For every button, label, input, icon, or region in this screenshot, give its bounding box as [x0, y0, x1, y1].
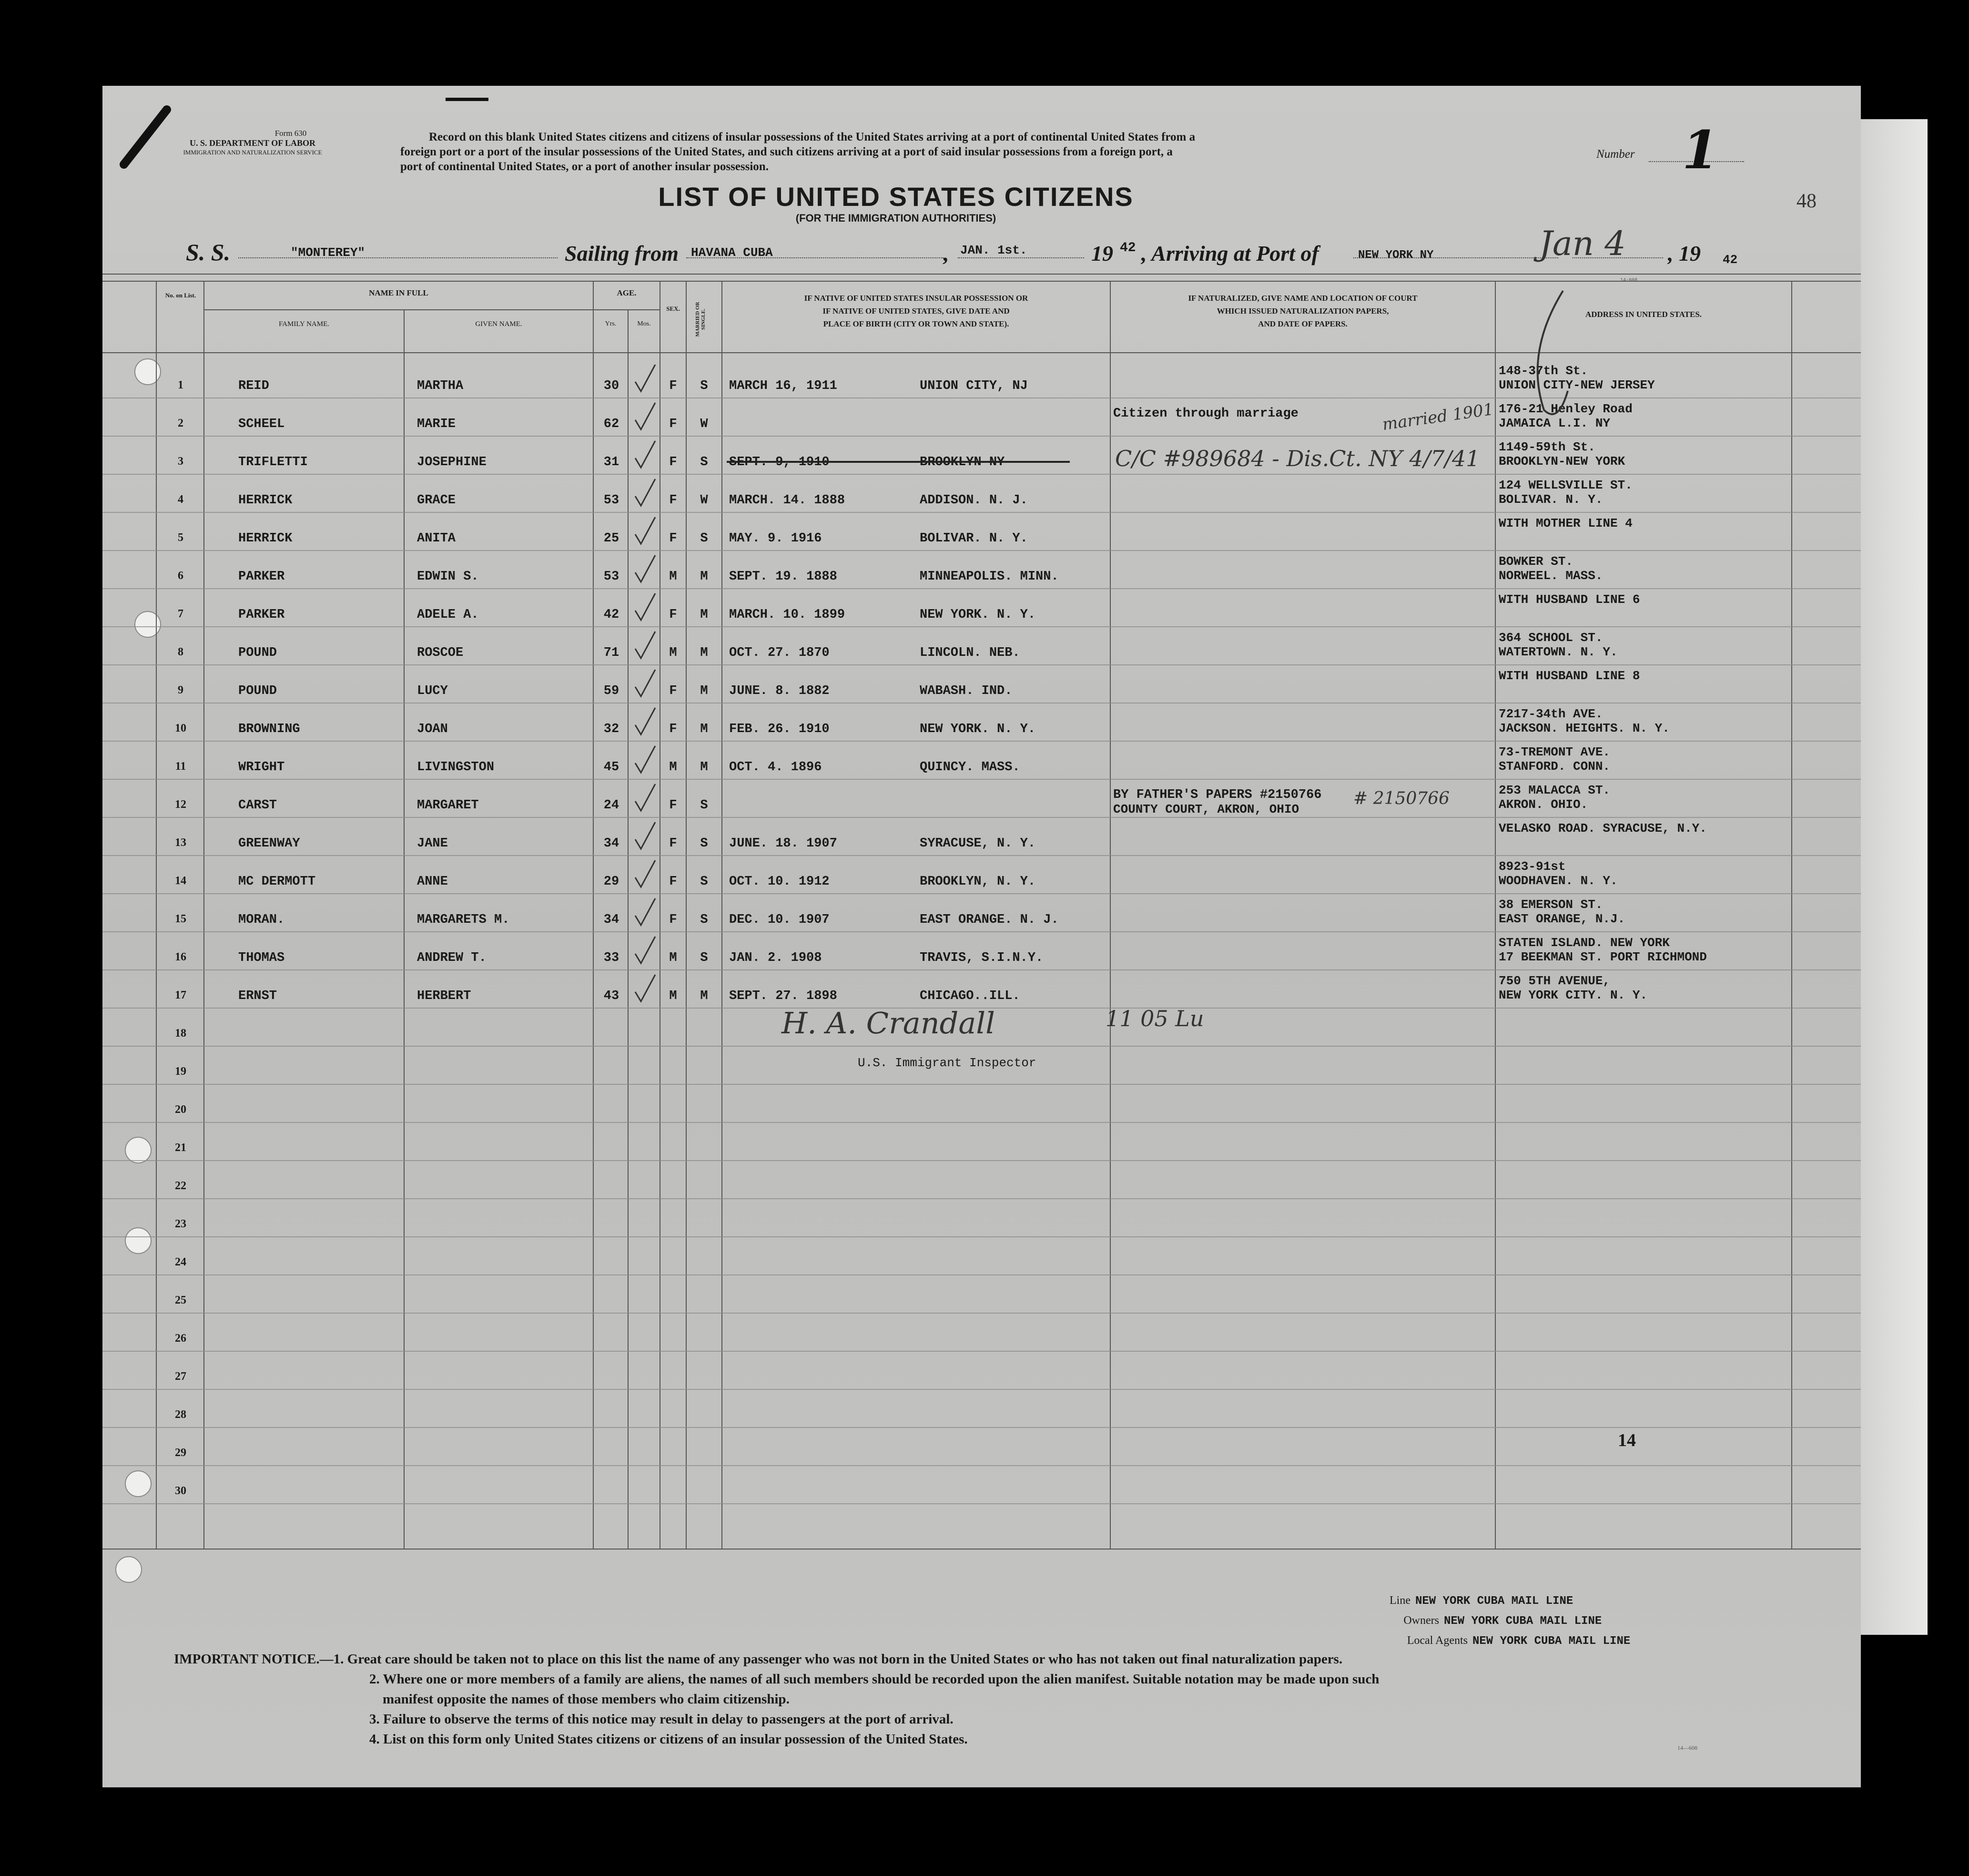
cell-no: 29 [175, 1447, 186, 1459]
table-row [0, 551, 1861, 589]
cell-given: ANDREW T. [417, 951, 487, 965]
col-header-no: No. on List. [165, 292, 196, 299]
cell-age: 71 [603, 646, 619, 660]
cell-addr1: 8923-91st [1499, 859, 1566, 874]
cell-no: 28 [175, 1408, 186, 1421]
cell-bdate: SEPT. 19. 1888 [729, 570, 837, 584]
cell-addr2: BOLIVAR. N. Y. [1499, 492, 1603, 507]
intro-line: Record on this blank United States citizens and citizens of insular possessions of the United States arriving at a port of continental United States from a [429, 131, 1196, 143]
department-name: U. S. DEPARTMENT OF LABOR [189, 138, 316, 148]
cell-bdate: JUNE. 18. 1907 [729, 836, 837, 851]
cell-nat: BY FATHER'S PAPERS #2150766 [1113, 788, 1322, 802]
cell-sex: F [669, 684, 677, 698]
year-prefix: 19 [1679, 241, 1701, 265]
cell-addr1: WITH MOTHER LINE 4 [1499, 516, 1633, 530]
arrival-port: NEW YORK NY [1358, 249, 1434, 262]
cell-given: LUCY [417, 684, 448, 698]
departure-date: JAN. 1st. [960, 243, 1027, 257]
cell-sex: M [669, 951, 677, 965]
cell-family: ERNST [238, 989, 277, 1003]
cell-age: 24 [603, 798, 619, 813]
departure-year: 42 [1120, 241, 1136, 255]
cell-no: 3 [178, 455, 183, 468]
cell-ms: W [700, 493, 708, 508]
cell-no: 27 [175, 1370, 186, 1383]
cell-bplace: WABASH. IND. [920, 684, 1013, 698]
tick-mark [631, 973, 660, 1006]
cell-addr2: NEW YORK CITY. N. Y. [1499, 988, 1648, 1002]
cell-addr1: 364 SCHOOL ST. [1499, 631, 1603, 645]
cell-addr2: AKRON. OHIO. [1499, 797, 1588, 812]
tick-mark [631, 591, 660, 625]
cell-addr2: 17 BEEKMAN ST. PORT RICHMOND [1499, 950, 1707, 964]
cell-bdate: JUNE. 8. 1882 [729, 684, 830, 698]
col-header-birth [722, 292, 1110, 330]
cell-addr1: 124 WELLSVILLE ST. [1499, 478, 1633, 492]
cell-family: HERRICK [238, 531, 293, 546]
cell-given: LIVINGSTON [417, 760, 495, 775]
cell-no: 21 [175, 1142, 186, 1154]
cell-age: 33 [603, 951, 619, 965]
col-header-given: GIVEN NAME. [475, 320, 522, 328]
cell-family: HERRICK [238, 493, 293, 508]
notice-item: manifest opposite the names of those members who claim citizenship. [383, 1692, 790, 1707]
cell-addr1: WITH HUSBAND LINE 8 [1499, 669, 1640, 683]
cell-family: WRIGHT [238, 760, 285, 775]
line-value: NEW YORK CUBA MAIL LINE [1415, 1595, 1573, 1608]
col-header-address: ADDRESS IN UNITED STATES. [1585, 310, 1702, 319]
cell-no: 19 [175, 1065, 186, 1078]
tick-mark [631, 363, 660, 396]
paper-number-annotation: # 2150766 [1353, 789, 1450, 808]
cell-family: POUND [238, 646, 277, 660]
col-header-nat-line: IF NATURALIZED, GIVE NAME AND LOCATION OF COURT [1188, 294, 1418, 303]
cell-bplace: QUINCY. MASS. [920, 760, 1020, 775]
cell-ms: S [700, 531, 708, 546]
cell-age: 32 [603, 722, 619, 736]
sailing-from: HAVANA CUBA [691, 245, 773, 260]
cell-nat: Citizen through marriage [1113, 407, 1299, 421]
cell-given: GRACE [417, 493, 456, 508]
tick-mark [631, 439, 660, 472]
owners-value: NEW YORK CUBA MAIL LINE [1444, 1615, 1602, 1628]
cell-age: 25 [603, 531, 619, 546]
form-number: Form 630 [274, 129, 307, 138]
table-row [0, 1122, 1861, 1161]
page-count-note: 14 [1618, 1430, 1636, 1450]
cell-no: 16 [175, 951, 186, 963]
cell-bplace: BOLIVAR. N. Y. [920, 531, 1028, 546]
cell-addr1: 253 MALACCA ST. [1499, 783, 1611, 797]
cell-given: ANNE [417, 875, 448, 889]
notice-item: 4. List on this form only United States citizens or citizens of an insular possession of the United States. [369, 1732, 968, 1747]
table-row [0, 1084, 1861, 1122]
tick-mark [631, 935, 660, 968]
col-header-yrs: Yrs. [605, 320, 617, 327]
table-row [0, 932, 1861, 970]
cell-no: 13 [175, 836, 186, 849]
table-row [0, 589, 1861, 627]
table-row [0, 1389, 1861, 1427]
cell-ms: S [700, 951, 708, 965]
tick-mark [631, 858, 660, 892]
table-row [0, 817, 1861, 856]
table-row [0, 856, 1861, 894]
cell-age: 53 [603, 493, 619, 508]
table-row [0, 1275, 1861, 1313]
cell-age: 30 [603, 379, 619, 393]
table-row [0, 970, 1861, 1008]
table-row [0, 703, 1861, 741]
cell-family: THOMAS [238, 951, 285, 965]
cell-sex: F [669, 875, 677, 889]
cell-addr1: 148-37th St. [1499, 364, 1588, 378]
cell-addr1: 1149-59th St. [1499, 440, 1595, 454]
table-row [0, 474, 1861, 512]
cell-given: ANITA [417, 531, 456, 546]
cell-bdate: SEPT. 27. 1898 [729, 989, 837, 1003]
cell-bplace: LINCOLN. NEB. [920, 646, 1020, 660]
tick-mark [631, 553, 660, 587]
arrival-date: Jan 4 [1539, 224, 1626, 263]
table-row [0, 1313, 1861, 1351]
cell-bdate: MARCH 16, 1911 [729, 379, 837, 393]
cell-family: MORAN. [238, 913, 285, 927]
cell-bplace: ADDISON. N. J. [920, 493, 1028, 508]
cell-family: MC DERMOTT [238, 875, 316, 889]
col-header-birth-line: PLACE OF BIRTH (CITY OR TOWN AND STATE). [823, 319, 1009, 328]
cell-sex: F [669, 379, 677, 393]
col-header-married: MARRIED OR SINGLE. [695, 302, 706, 337]
table-row [0, 1427, 1861, 1466]
cell-given: MARIE [417, 417, 456, 431]
cell-no: 25 [175, 1294, 186, 1306]
cell-ms: M [700, 608, 708, 622]
table-row [0, 1351, 1861, 1389]
cell-family: CARST [238, 798, 277, 813]
cell-sex: M [669, 570, 677, 584]
cell-given: JANE [417, 836, 448, 851]
line-owner-agent-block [1372, 1591, 1630, 1651]
cell-bdate: OCT. 10. 1912 [729, 875, 830, 889]
tick-mark [631, 897, 660, 930]
cell-sex: M [669, 760, 677, 775]
col-header-sex: SEX. [666, 305, 680, 312]
ship-name: "MONTEREY" [291, 245, 365, 260]
cell-bplace: TRAVIS, S.I.N.Y. [920, 951, 1044, 965]
cell-family: TRIFLETTI [238, 455, 308, 469]
col-header-nat-line: WHICH ISSUED NATURALIZATION PAPERS, [1217, 306, 1389, 316]
cell-bplace: NEW YORK. N. Y. [920, 722, 1036, 736]
cell-age: 59 [603, 684, 619, 698]
table-row [0, 627, 1861, 665]
important-notice [174, 1649, 1342, 1669]
col-header-birth-line: IF NATIVE OF UNITED STATES, GIVE DATE AND [822, 306, 1010, 316]
cell-no: 18 [175, 1027, 186, 1040]
cell-no: 4 [178, 493, 183, 506]
page-stamp: 48 [1796, 190, 1817, 212]
cell-ms: S [700, 836, 708, 851]
col-header-name: NAME IN FULL [369, 288, 428, 297]
cell-no: 7 [178, 608, 183, 620]
notice-item: 2. Where one or more members of a family are aliens, the names of all such members should be recorded upon the alien manifest. Suitable notation may be made upon such [369, 1672, 1380, 1687]
cell-no: 1 [178, 379, 183, 391]
cell-given: ADELE A. [417, 608, 479, 622]
table-row [0, 741, 1861, 779]
table-row [0, 436, 1861, 474]
cell-sex: M [669, 646, 677, 660]
cell-addr1: 750 5TH AVENUE, [1499, 974, 1611, 988]
cell-bdate: MARCH. 14. 1888 [729, 493, 845, 508]
cell-no: 8 [178, 646, 183, 658]
notice-item: 3. Failure to observe the terms of this notice may result in delay to passengers at the port of arrival. [369, 1712, 954, 1727]
cell-no: 20 [175, 1103, 186, 1116]
cell-no: 5 [178, 531, 183, 544]
page-title: LIST OF UNITED STATES CITIZENS [658, 182, 1134, 212]
cell-given: JOSEPHINE [417, 455, 487, 469]
cell-no: 14 [175, 875, 186, 887]
cell-bplace: MINNEAPOLIS. MINN. [920, 570, 1059, 584]
cell-addr2: WOODHAVEN. N. Y. [1499, 874, 1618, 888]
signature-note: 11 05 Lu [1106, 1006, 1204, 1031]
cell-bdate: JAN. 2. 1908 [729, 951, 822, 965]
cell-ms: S [700, 798, 708, 813]
cell-no: 11 [175, 760, 186, 773]
cell-given: ROSCOE [417, 646, 464, 660]
marriage-annotation: married 1901 [1381, 399, 1495, 435]
cell-sex: M [669, 989, 677, 1003]
tick-mark [631, 630, 660, 663]
strike-through [727, 461, 1070, 463]
cell-family: PARKER [238, 608, 285, 622]
agents-value: NEW YORK CUBA MAIL LINE [1472, 1635, 1631, 1648]
intro-line: port of continental United States, or a port of another insular possession. [400, 160, 769, 173]
cell-bplace: UNION CITY, NJ [920, 379, 1028, 393]
cell-family: BROWNING [238, 722, 300, 736]
cell-family: REID [238, 379, 269, 393]
cell-ms: S [700, 379, 708, 393]
cell-ms: M [700, 722, 708, 736]
cell-ms: M [700, 684, 708, 698]
cell-addr1: WITH HUSBAND LINE 6 [1499, 592, 1640, 607]
tick-mark [631, 744, 660, 777]
cell-age: 42 [603, 608, 619, 622]
col-header-birth-line: IF NATIVE OF UNITED STATES INSULAR POSSESSION OR [804, 294, 1028, 303]
cell-bplace: EAST ORANGE. N. J. [920, 913, 1059, 927]
table-row [0, 512, 1861, 551]
cell-bdate: OCT. 4. 1896 [729, 760, 822, 775]
sailing-label: Sailing from [565, 241, 679, 265]
cell-no: 23 [175, 1218, 186, 1230]
cell-ms: M [700, 646, 708, 660]
cell-bdate: FEB. 26. 1910 [729, 722, 830, 736]
cell-sex: F [669, 493, 677, 508]
agents-label: Local Agents [1407, 1634, 1468, 1647]
cell-addr1: 7217-34th AVE. [1499, 707, 1603, 721]
cell-addr2: STANFORD. CONN. [1499, 759, 1611, 774]
cell-addr2: JAMAICA L.I. NY [1499, 416, 1611, 430]
cell-no: 17 [175, 989, 186, 1001]
arrival-year: 42 [1723, 253, 1738, 267]
number-label: Number [1596, 148, 1635, 161]
cell-addr1: VELASKO ROAD. SYRACUSE, N.Y. [1499, 821, 1707, 836]
cell-sex: F [669, 455, 677, 469]
owners-label: Owners [1403, 1614, 1439, 1627]
cell-bdate: MARCH. 10. 1899 [729, 608, 845, 622]
intro-line: foreign port or a port of the insular possessions of the United States, and such citizens arriving at a port of said insular possessions from a foreign port, a [400, 145, 1173, 158]
number-value: 1 [1682, 119, 1719, 181]
table-row [0, 665, 1861, 703]
cell-ms: M [700, 570, 708, 584]
cell-ms: M [700, 989, 708, 1003]
tick-mark [631, 782, 660, 816]
cell-addr1: BOWKER ST. [1499, 554, 1573, 569]
cell-bplace: NEW YORK. N. Y. [920, 608, 1036, 622]
cell-sex: F [669, 608, 677, 622]
certificate-annotation: C/C #989684 - Dis.Ct. NY 4/7/41 [1115, 446, 1480, 471]
year-prefix: 19 [1091, 241, 1113, 265]
cell-family: GREENWAY [238, 836, 300, 851]
cell-sex: F [669, 913, 677, 927]
cell-addr2: UNION CITY-NEW JERSEY [1499, 378, 1655, 392]
cell-ms: S [700, 455, 708, 469]
cell-age: 43 [603, 989, 619, 1003]
notice-item: 1. Great care should be taken not to place on this list the name of any passenger who was not born in the United States or who has not taken out final naturalization papers. [333, 1652, 1343, 1667]
tick-mark [631, 706, 660, 739]
tick-mark [631, 515, 660, 549]
table-row [0, 1199, 1861, 1237]
cell-sex: F [669, 722, 677, 736]
cell-given: JOAN [417, 722, 448, 736]
cell-bplace: SYRACUSE, N. Y. [920, 836, 1036, 851]
cell-no: 2 [178, 417, 183, 429]
cell-nat-court: COUNTY COURT, AKRON, OHIO [1113, 802, 1299, 816]
corner-mark: 14-608 [1620, 278, 1638, 283]
cell-sex: F [669, 836, 677, 851]
cell-addr1: 38 EMERSON ST. [1499, 897, 1603, 912]
hand-check-stroke [1515, 286, 1582, 429]
cell-family: PARKER [238, 570, 285, 584]
line-label: Line [1390, 1594, 1411, 1607]
col-header-age: AGE. [617, 288, 637, 297]
cell-ms: M [700, 760, 708, 775]
cell-family: SCHEEL [238, 417, 285, 431]
ss-label: S. S. [186, 239, 231, 265]
cell-addr1: 176-21 Henley Road [1499, 402, 1633, 416]
cell-no: 26 [175, 1332, 186, 1345]
col-header-family: FAMILY NAME. [279, 320, 329, 328]
cell-addr2: NORWEEL. MASS. [1499, 569, 1603, 583]
cell-age: 34 [603, 913, 619, 927]
notice-items [369, 1669, 1799, 1749]
cell-addr1: STATEN ISLAND. NEW YORK [1499, 936, 1670, 950]
tick-mark [631, 477, 660, 510]
cell-age: 31 [603, 455, 619, 469]
cell-bdate: MAY. 9. 1916 [729, 531, 822, 546]
cell-given: MARTHA [417, 379, 464, 393]
cell-addr1: 73-TREMONT AVE. [1499, 745, 1611, 759]
cell-no: 10 [175, 722, 186, 734]
table-row [0, 1466, 1861, 1504]
cell-bdate: DEC. 10. 1907 [729, 913, 830, 927]
cell-given: HERBERT [417, 989, 471, 1003]
col-header-mos: Mos. [637, 320, 651, 327]
notice-label: IMPORTANT NOTICE.— [174, 1652, 334, 1667]
cell-given: MARGARETS M. [417, 913, 510, 927]
cell-sex: F [669, 531, 677, 546]
cell-given: MARGARET [417, 798, 479, 813]
cell-addr2: EAST ORANGE, N.J. [1499, 912, 1625, 926]
cell-sex: F [669, 798, 677, 813]
tick-mark [631, 401, 660, 434]
cell-age: 53 [603, 570, 619, 584]
cell-ms: S [700, 875, 708, 889]
col-header-nat-line: AND DATE OF PAPERS. [1258, 319, 1348, 328]
service-name: IMMIGRATION AND NATURALIZATION SERVICE [183, 149, 322, 156]
cell-family: POUND [238, 684, 277, 698]
page-subtitle: (FOR THE IMMIGRATION AUTHORITIES) [795, 212, 996, 224]
tick-mark [631, 668, 660, 701]
cell-no: 30 [175, 1485, 186, 1497]
cell-no: 9 [178, 684, 183, 696]
cell-addr2: BROOKLYN-NEW YORK [1499, 454, 1625, 469]
cell-given: EDWIN S. [417, 570, 479, 584]
cell-no: 15 [175, 913, 186, 925]
arriving-label: , Arriving at Port of [1141, 241, 1319, 265]
table-row [0, 894, 1861, 932]
cell-ms: S [700, 913, 708, 927]
inspector-label: U.S. Immigrant Inspector [858, 1056, 1036, 1070]
cell-no: 24 [175, 1256, 186, 1268]
bottom-code: 14—608 [1677, 1744, 1697, 1751]
cell-ms: W [700, 417, 708, 431]
inspector-signature: H. A. Crandall [782, 1006, 995, 1040]
cell-bplace: BROOKLYN, N. Y. [920, 875, 1036, 889]
cell-age: 34 [603, 836, 619, 851]
col-header-naturalized [1110, 292, 1495, 330]
table-row [0, 1161, 1861, 1199]
tick-mark [631, 820, 660, 854]
cell-age: 29 [603, 875, 619, 889]
cell-no: 22 [175, 1180, 186, 1192]
table-row [0, 1237, 1861, 1275]
table-row [0, 779, 1861, 817]
cell-addr2: WATERTOWN. N. Y. [1499, 645, 1618, 659]
cell-no: 12 [175, 798, 186, 811]
cell-bdate: OCT. 27. 1870 [729, 646, 830, 660]
cell-age: 45 [603, 760, 619, 775]
cell-age: 62 [603, 417, 619, 431]
cell-no: 6 [178, 570, 183, 582]
cell-sex: F [669, 417, 677, 431]
cell-addr2: JACKSON. HEIGHTS. N. Y. [1499, 721, 1670, 735]
cell-bplace: CHICAGO..ILL. [920, 989, 1020, 1003]
